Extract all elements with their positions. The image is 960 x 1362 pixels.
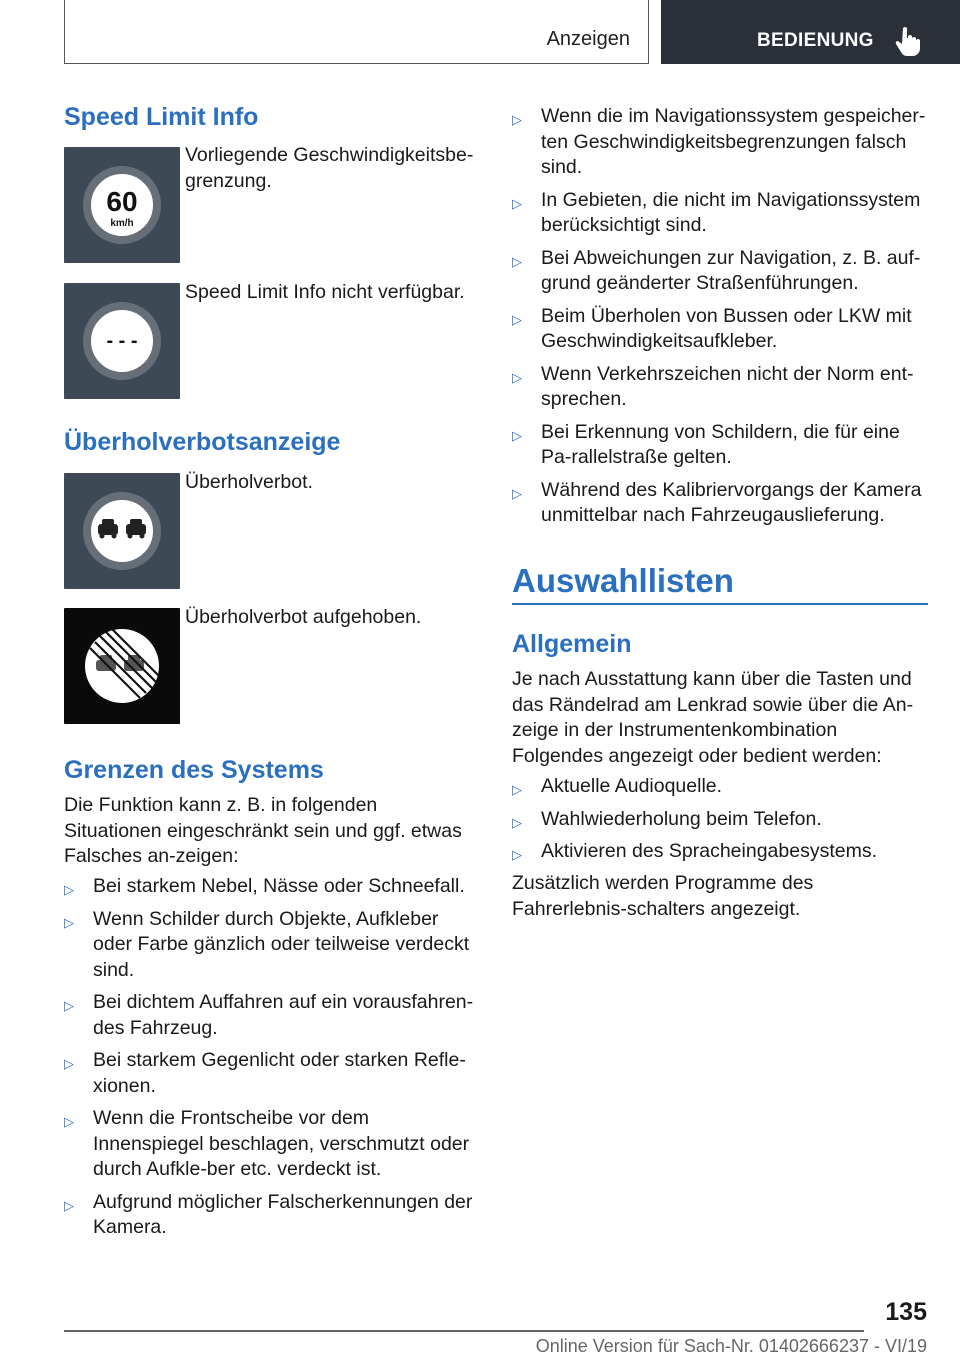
list-item: ▷ Wenn die im Navigationssystem gespeicher-ten Geschwindigkeitsbegrenzungen falsch sind.	[512, 105, 926, 178]
speed-limit-sign1-text: Vorliegende Geschwindigkeitsbe-grenzung.	[185, 144, 474, 192]
triangle-bullet-icon: ▷	[64, 998, 74, 1013]
list-item: ▷ Aktuelle Audioquelle.	[512, 774, 928, 800]
triangle-bullet-icon: ▷	[64, 1056, 74, 1071]
triangle-bullet-icon: ▷	[512, 782, 522, 797]
header-chapter-title: BEDIENUNG	[757, 30, 874, 51]
triangle-bullet-icon: ▷	[512, 112, 522, 127]
overtaking-end-sign	[64, 608, 180, 724]
system-limits-list	[64, 874, 480, 1248]
list-item: ▷ Beim Überholen von Bussen oder LKW mit Geschwindigkeitsaufkleber.	[512, 304, 912, 352]
triangle-bullet-icon: ▷	[64, 882, 74, 897]
general-outro: Zusätzlich werden Programme des Fahrerlebnis-schalters angezeigt.	[512, 872, 814, 920]
header-section-tab	[64, 0, 649, 64]
list-item: ▷ Bei Abweichungen zur Navigation, z. B. auf-grund geänderter Straßenführungen.	[512, 246, 921, 294]
page-number: 135	[885, 1298, 927, 1326]
system-limits-intro: Die Funktion kann z. B. in folgenden Situationen eingeschränkt sein und ggf. etwas Falsches an-zeigen:	[64, 794, 462, 867]
general-list	[512, 774, 928, 872]
list-item: ▷ Wenn Schilder durch Objekte, Aufkleber oder Farbe gänzlich oder teilweise verdeckt sind.	[64, 907, 470, 981]
no-overtaking-sign	[64, 473, 180, 589]
triangle-bullet-icon: ▷	[512, 814, 522, 830]
triangle-bullet-icon: ▷	[512, 195, 522, 211]
speed-limit-60-sign	[64, 147, 180, 263]
speed-limit-heading: Speed Limit Info	[64, 103, 259, 131]
speed-limit-value: 60	[106, 186, 138, 217]
list-item: ▷ Bei dichtem Auffahren auf ein vorausfahren-des Fahrzeug.	[64, 991, 474, 1039]
triangle-bullet-icon: ▷	[512, 311, 522, 327]
speed-limit-unavailable-value: - - -	[106, 330, 138, 352]
list-item: ▷ Wahlwiederholung beim Telefon.	[512, 807, 928, 833]
general-intro: Je nach Ausstattung kann über die Tasten und das Rändelrad am Lenkrad sowie über die An-zeige in der Instrumentenkombination Folgendes angezeigt oder bedient werden:	[512, 668, 914, 767]
selection-lists-heading: Auswahllisten	[512, 562, 734, 599]
general-heading: Allgemein	[512, 630, 632, 658]
list-item: ▷ Wenn die Frontscheibe vor dem Innenspiegel beschlagen, verschmutzt oder durch Aufkle-ber etc. verdeckt ist.	[64, 1107, 470, 1180]
list-item: ▷ Bei starkem Gegenlicht oder starken Refle-xionen.	[64, 1049, 466, 1097]
triangle-bullet-icon: ▷	[512, 369, 522, 385]
footer-divider	[64, 1330, 864, 1332]
triangle-bullet-icon: ▷	[512, 427, 522, 443]
header-section-title: Anzeigen	[546, 28, 630, 50]
list-item: ▷ Aufgrund möglicher Falscherkennungen der Kamera.	[64, 1190, 473, 1238]
list-item: ▷ Bei Erkennung von Schildern, die für eine Pa-rallelstraße gelten.	[512, 420, 900, 468]
overtaking-heading: Überholverbotsanzeige	[64, 428, 341, 456]
header-chapter-tab	[661, 0, 960, 64]
triangle-bullet-icon: ▷	[512, 847, 522, 862]
overtaking-sign1-text: Überholverbot.	[185, 471, 313, 493]
pointing-hand-icon	[895, 26, 921, 56]
list-item: ▷ Wenn Verkehrszeichen nicht der Norm ent-sprechen.	[512, 362, 914, 410]
speed-limit-unavailable-sign	[64, 283, 180, 399]
overtaking-sign2-text: Überholverbot aufgehoben.	[185, 606, 422, 628]
triangle-bullet-icon: ▷	[64, 1114, 74, 1129]
heading-divider	[512, 603, 928, 605]
triangle-bullet-icon: ▷	[512, 485, 522, 501]
footer-online-version: Online Version für Sach-Nr. 01402666237 - VI/19	[535, 1336, 927, 1356]
triangle-bullet-icon: ▷	[512, 253, 522, 269]
triangle-bullet-icon: ▷	[64, 1197, 74, 1213]
system-limits-heading: Grenzen des Systems	[64, 756, 324, 784]
list-item: ▷ Aktivieren des Spracheingabesystems.	[512, 839, 928, 865]
list-item: ▷ In Gebieten, die nicht im Navigationssystem berücksichtigt sind.	[512, 188, 921, 236]
list-item: ▷ Bei starkem Nebel, Nässe oder Schneefall.	[64, 874, 480, 900]
triangle-bullet-icon: ▷	[64, 914, 74, 930]
system-limits-list-continued	[512, 104, 928, 536]
speed-limit-sign2-text: Speed Limit Info nicht verfügbar.	[185, 281, 465, 303]
speed-limit-unit: km/h	[110, 218, 134, 229]
list-item: ▷ Während des Kalibriervorgangs der Kamera unmittelbar nach Fahrzeugauslieferung.	[512, 478, 922, 526]
